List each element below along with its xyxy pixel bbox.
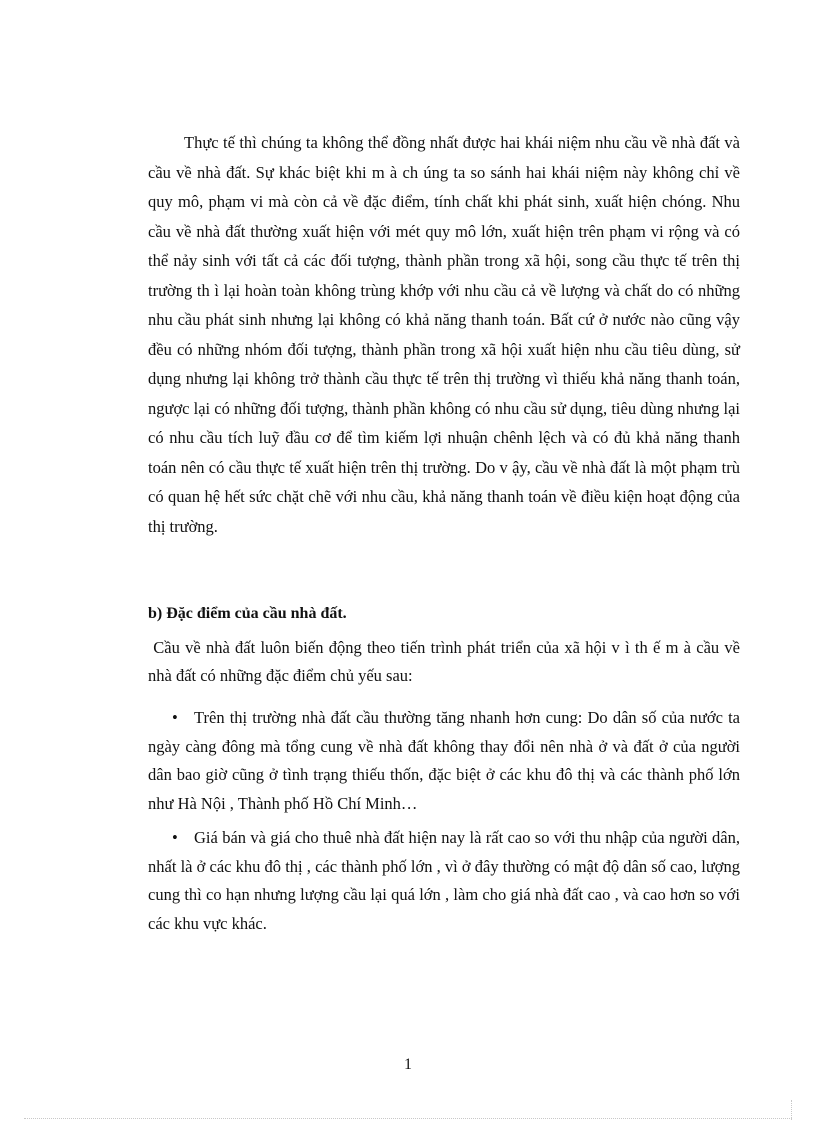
paragraph-1-text: Thực tế thì chúng ta không thể đồng nhất được hai khái niệm nhu cầu về nhà đất và cầu về nhà đất. Sự khác biệt khi m à ch úng ta so sánh hai khái niệm này không chỉ về quy mô, phạm vi mà còn cả về đặc điểm, tính chất khi phát sinh, xuất hiện chóng. Nhu cầu về nhà đất thường xuất hiện với mét quy mô lớn, xuất hiện trên phạm vi rộng và có thể nảy sinh với tất cả các đối tượng, thành phần trong xã hội, song cầu thực tế trên thị trường th ì lại hoàn toàn không trùng khớp với nhu cầu cả về lượng và chất do có những nhu cầu phát sinh nhưng lại không có khả năng thanh toán. Bất cứ ở nước nào cũng vậy đều có những nhóm đối tượng, thành phần trong xã hội xuất hiện nhu cầu tiêu dùng, sử dụng nhưng lại không trở thành cầu thực tế trên thị trường vì thiếu khả năng thanh toán, ngược lại có những đối tượng, thành phần không có nhu cầu sử dụng, tiêu dùng nhưng lại có nhu cầu tích luỹ đầu cơ để tìm kiếm lợi nhuận chênh lệch và có đủ khả năng thanh toán nên có cầu thực tế xuất hiện trên thị trường. Do v ậy, cầu về nhà đất là một phạm trù có quan hệ hết sức chặt chẽ với nhu cầu, khả năng thanh toán về điều kiện hoạt động của thị trường. — [148, 133, 740, 536]
bullet-icon: • — [172, 828, 178, 847]
page-corner-divider — [791, 1100, 792, 1120]
bullet-item-2 — [148, 824, 740, 938]
body-paragraph-1 — [148, 128, 740, 541]
paragraph-2-text: Cầu về nhà đất luôn biến động theo tiến trình phát triển của xã hội v ì th ế m à cầu về nhà đất có những đặc điểm chủ yếu sau: — [148, 638, 740, 685]
section-heading: b) Đặc điểm của cầu nhà đất. — [148, 605, 347, 622]
body-paragraph-2 — [148, 634, 740, 690]
bullet-icon: • — [172, 708, 178, 727]
page-number: 1 — [404, 1056, 412, 1073]
bullet-item-1 — [148, 704, 740, 818]
bullet-item-2-text: Giá bán và giá cho thuê nhà đất hiện nay là rất cao so với thu nhập của người dân, nhất là ở các khu đô thị , các thành phố lớn , vì ở đây thường có mật độ dân số cao, lượng cung thì co hạn nhưng lượng cầu lại quá lớn , làm cho giá nhà đất cao , và cao hơn so với các khu vực khác. — [148, 828, 740, 933]
page-bottom-divider — [24, 1118, 792, 1119]
bullet-item-1-text: Trên thị trường nhà đất cầu thường tăng nhanh hơn cung: Do dân số của nước ta ngày càng đông mà tổng cung về nhà đất không thay đổi nên nhà ở và đất ở của người dân bao giờ cũng ở tình trạng thiếu thốn, đặc biệt ở các khu đô thị và các thành phố lớn như Hà Nội , Thành phố Hồ Chí Minh… — [148, 708, 740, 813]
